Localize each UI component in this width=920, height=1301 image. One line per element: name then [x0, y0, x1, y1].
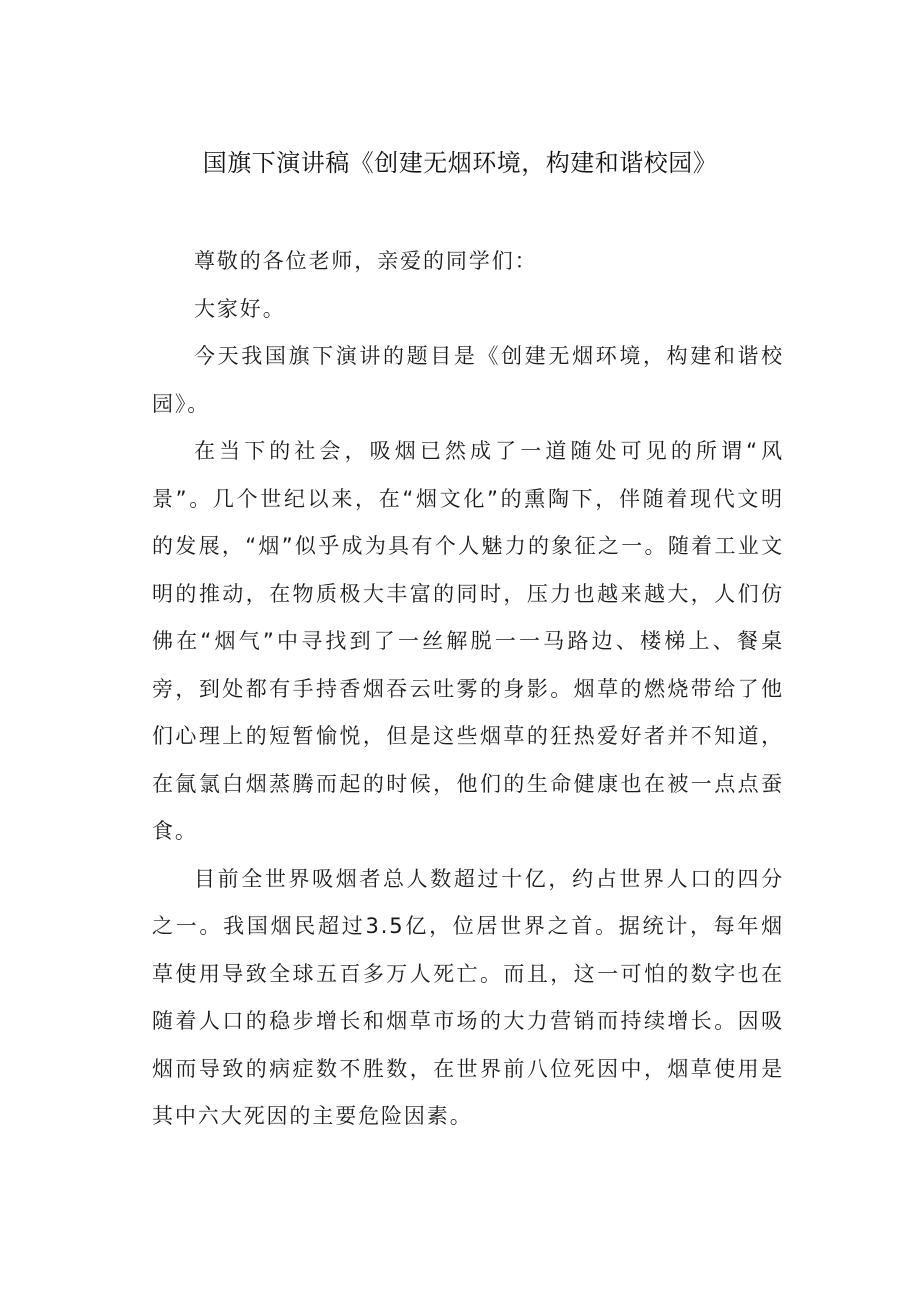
- greeting-paragraph: 大家好。: [194, 296, 286, 321]
- document-body: [152, 238, 784, 1141]
- smoking-culture-paragraph: 在当下的社会，吸烟已然成了一道随处可见的所谓“风景”。几个世纪以来，在“烟文化”的熏陶下，伴随着现代文明的发展，“烟”似乎成为具有个人魅力的象征之一。随着工业文明的推动，在物质极大丰富的同时，压力也越来越大，人们仿佛在“烟气”中寻找到了一丝解脱一一马路边、楼梯上、餐桌旁，到处都有手持香烟吞云吐雾的身影。烟草的燃烧带给了他们心理上的短暂愉悦，但是这些烟草的狂热爱好者并不知道，在氤氯白烟蒸腾而起的时候，他们的生命健康也在被一点点蚕食。: [152, 439, 784, 843]
- topic-paragraph: 今天我国旗下演讲的题目是《创建无烟环境，构建和谐校园》。: [152, 344, 784, 416]
- salutation-paragraph: 尊敬的各位老师，亲爱的同学们：: [194, 249, 538, 273]
- statistics-paragraph: 目前全世界吸烟者总人数超过十亿，约占世界人口的四分之一。我国烟民超过3.5亿，位居世界之首。据统计，每年烟草使用导致全球五百多万人死亡。而且，这一可怕的数字也在随着人口的稳步增长和烟草市场的大力营销而持续增长。因吸烟而导致的病症数不胜数，在世界前八位死因中，烟草使用是其中六大死因的主要危险因素。: [152, 866, 784, 1128]
- document-title: 国旗下演讲稿《创建无烟环境，构建和谐校园》: [202, 149, 718, 177]
